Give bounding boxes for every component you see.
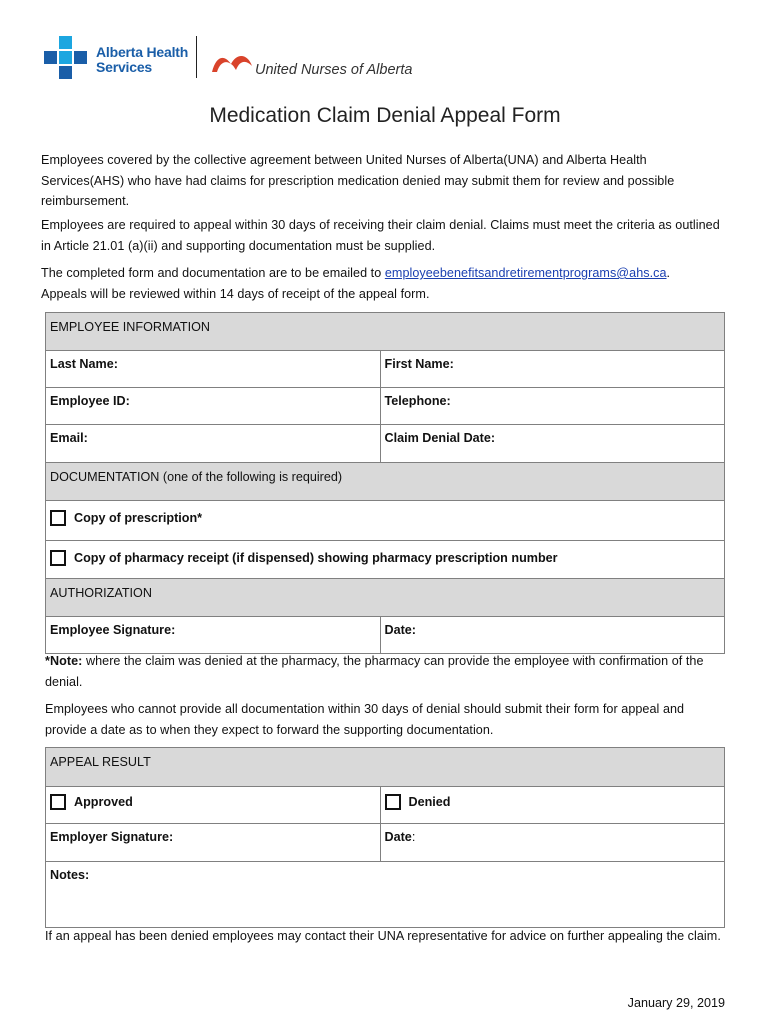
denied-option	[380, 787, 724, 824]
telephone-field[interactable]: Telephone:	[380, 388, 725, 425]
documentation-heading: DOCUMENTATION (one of the following is required)	[46, 463, 725, 501]
denied-label: Denied	[408, 795, 451, 809]
ahs-logo-text	[96, 45, 188, 75]
note-label: *Note:	[45, 654, 83, 668]
employee-signature-field[interactable]: Employee Signature:	[46, 617, 381, 654]
claim-denial-date-field[interactable]: Claim Denial Date:	[380, 425, 725, 463]
ahs-logo-line2: Services	[96, 59, 153, 75]
email-link[interactable]: employeebenefitsandretirementprograms@ahs.ca	[384, 266, 667, 280]
page-title: Medication Claim Denial Appeal Form	[209, 104, 561, 127]
documentation-delay-paragraph: Employees who cannot provide all documentation within 30 days of denial should submit their form for appeal and provide a date as to when they expect to forward the supporting documentation.	[45, 702, 685, 737]
intro-paragraph-2: Employees are required to appeal within 30 days of receiving their claim denial. Claims must meet the criteria as outlined in Article 21.01 (a)(ii) and supporting documentation must be supplied.	[41, 218, 720, 253]
authorization-heading: AUTHORIZATION	[46, 579, 725, 617]
note-body: where the claim was denied at the pharmacy, the pharmacy can provide the employee with confirmation of the denial.	[45, 654, 704, 689]
intro-paragraph-3	[41, 263, 731, 304]
email-field[interactable]: Email:	[46, 425, 381, 463]
denied-checkbox[interactable]	[385, 794, 401, 810]
logo-divider	[196, 36, 197, 78]
ahs-logo-line1: Alberta Health	[96, 44, 189, 60]
pharmacy-receipt-option-label: Copy of pharmacy receipt (if dispensed) showing pharmacy prescription number	[74, 551, 558, 565]
appeal-notes-field[interactable]: Notes:	[46, 862, 725, 928]
intro-p3-period: .	[666, 266, 671, 280]
employee-info-heading: EMPLOYEE INFORMATION	[46, 313, 725, 351]
employee-id-field[interactable]: Employee ID:	[46, 388, 381, 425]
last-name-field[interactable]: Last Name:	[46, 351, 381, 388]
prescription-checkbox[interactable]	[50, 510, 66, 526]
intro-p3-review: Appeals will be reviewed within 14 days of receipt of the appeal form.	[41, 286, 430, 301]
employer-signature-field[interactable]: Employer Signature:	[46, 824, 381, 862]
footer-contact-paragraph: If an appeal has been denied employees may contact their UNA representative for advice on further appealing the claim.	[45, 929, 721, 943]
appeal-result-table	[45, 747, 725, 928]
approved-option	[46, 787, 381, 824]
pharmacy-receipt-option	[46, 541, 725, 579]
ahs-logo-icon	[44, 36, 88, 80]
form-date: January 29, 2019	[627, 996, 725, 1010]
appeal-result-heading: APPEAL RESULT	[46, 748, 725, 787]
prescription-option-label: Copy of prescription*	[74, 511, 203, 525]
header-logos	[44, 36, 464, 84]
note-paragraph	[45, 651, 725, 692]
intro-p3-lead: The completed form and documentation are to be emailed to	[41, 266, 385, 280]
appeal-date-colon: :	[411, 830, 416, 844]
employee-form-table	[45, 312, 725, 654]
authorization-date-field[interactable]: Date:	[380, 617, 725, 654]
intro-paragraph-1: Employees covered by the collective agreement between United Nurses of Alberta(UNA) and Alberta Health Services(AHS) who have had claims for prescription medication denied may submit them for review and possible reimbursement.	[41, 153, 675, 208]
approved-label: Approved	[74, 795, 133, 809]
appeal-date-label: Date	[384, 830, 412, 844]
approved-checkbox[interactable]	[50, 794, 66, 810]
pharmacy-receipt-checkbox[interactable]	[50, 550, 66, 566]
first-name-field[interactable]: First Name:	[380, 351, 725, 388]
una-logo-text: United Nurses of Alberta	[255, 62, 413, 78]
una-logo-icon	[212, 52, 252, 74]
appeal-date-field[interactable]	[380, 824, 724, 862]
prescription-option	[46, 501, 725, 541]
